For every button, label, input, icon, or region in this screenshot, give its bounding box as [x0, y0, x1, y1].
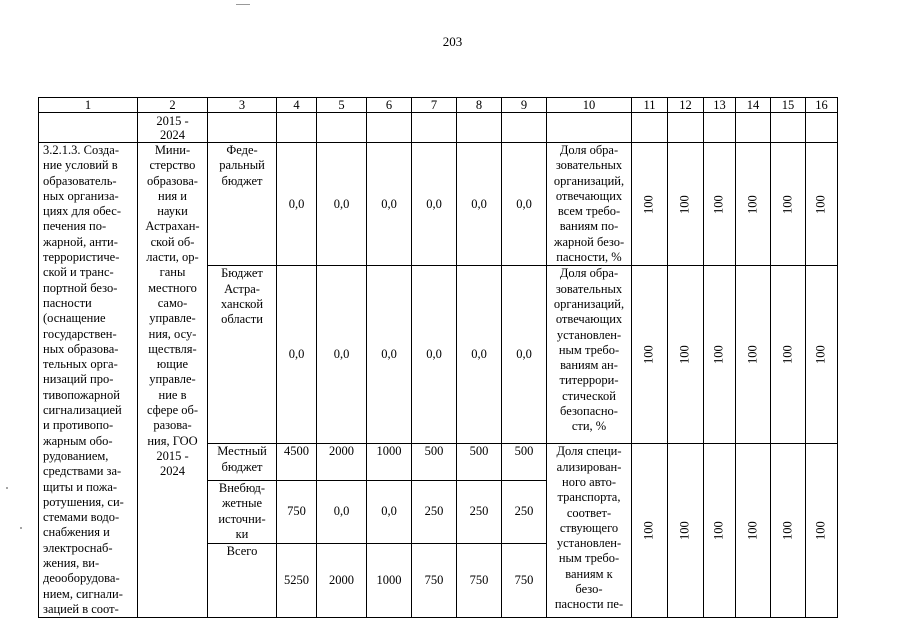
value-cell: 500 [412, 444, 457, 481]
value-cell: 750 [412, 544, 457, 618]
header-cell: 3 [208, 98, 277, 113]
value-cell: 750 [457, 544, 502, 618]
funding-source: Местный бюджет [208, 444, 277, 481]
value-cell: 0,0 [502, 266, 547, 444]
value-cell: 750 [277, 481, 317, 544]
value-cell: 0,0 [412, 143, 457, 266]
value-cell: 0,0 [367, 481, 412, 544]
target-cell: 100 [736, 444, 771, 618]
value-cell: 500 [457, 444, 502, 481]
target-cell: 100 [668, 444, 704, 618]
header-cell: 10 [547, 98, 632, 113]
value-cell: 0,0 [502, 143, 547, 266]
funding-source: Бюджет Астра- ханской области [208, 266, 277, 444]
value-cell: 1000 [367, 544, 412, 618]
value-cell: 250 [412, 481, 457, 544]
scan-mark [236, 4, 250, 5]
value-cell: 0,0 [277, 143, 317, 266]
target-cell: 100 [736, 266, 771, 444]
value-cell: 4500 [277, 444, 317, 481]
value-cell: 250 [457, 481, 502, 544]
header-cell: 13 [704, 98, 736, 113]
value-cell: 500 [502, 444, 547, 481]
value-cell: 0,0 [317, 266, 367, 444]
header-cell: 1 [39, 98, 138, 113]
header-cell: 15 [771, 98, 806, 113]
header-cell: 16 [806, 98, 838, 113]
scan-dot [6, 487, 8, 489]
header-cell: 9 [502, 98, 547, 113]
executor-cell: Мини- стерство образова- ния и науки Астрахан- ской об- ласти, ор- ганы местного само- управле- ния, осу- ществля- ющие управле- ние в сфере об- разова- ния, ГОО 2015 - 2024 [138, 143, 208, 618]
target-cell: 100 [704, 266, 736, 444]
measure-cell: 3.2.1.3. Созда- ние условий в образователь- ных организа- циях для обес- печения по- жарной, анти- террористиче- ской и транс- портной безо- пасности (оснащение государствен- ных образова- тельных орга- низаций про- тивопожарной сигнализацией и противопо- жарным обо- рудованием, средствами за- щиты и пожа- ротушения, си- стемами водо- снабжения и электроснаб- жения, ви- деооборудова- нием, сигнали- зацией в соот- [39, 143, 138, 618]
header-cell: 6 [367, 98, 412, 113]
period-row [39, 113, 838, 143]
indicator-cell: Доля специ- ализирован- ного авто- транспорта, соответ- ствующего установлен- ным требо- ваниям к безо- пасности пе- [547, 444, 632, 618]
target-cell: 100 [668, 266, 704, 444]
header-cell: 7 [412, 98, 457, 113]
indicator-cell: Доля обра- зовательных организаций, отвечающих всем требо- ваниям по- жарной безо- пасности, % [547, 143, 632, 266]
value-cell: 0,0 [277, 266, 317, 444]
header-cell: 12 [668, 98, 704, 113]
target-cell: 100 [806, 266, 838, 444]
funding-source: Всего [208, 544, 277, 618]
program-table [38, 97, 838, 618]
page-number: 203 [442, 34, 463, 49]
target-cell: 100 [704, 143, 736, 266]
funding-source: Внебюд- жетные источни- ки [208, 481, 277, 544]
scan-dot [20, 527, 22, 529]
header-cell: 4 [277, 98, 317, 113]
value-cell: 0,0 [412, 266, 457, 444]
period-cell: 2015 - 2024 [138, 113, 208, 143]
value-cell: 0,0 [457, 143, 502, 266]
value-cell: 0,0 [317, 143, 367, 266]
value-cell: 0,0 [367, 266, 412, 444]
header-cell: 11 [632, 98, 668, 113]
target-cell: 100 [668, 143, 704, 266]
value-cell: 5250 [277, 544, 317, 618]
target-cell: 100 [771, 266, 806, 444]
value-cell: 2000 [317, 544, 367, 618]
target-cell: 100 [704, 444, 736, 618]
indicator-cell: Доля обра- зовательных организаций, отвечающих установлен- ным требо- ваниям ан- титеррори- стической безопасно- сти, % [547, 266, 632, 444]
target-cell: 100 [632, 266, 668, 444]
header-cell: 14 [736, 98, 771, 113]
table-row [39, 143, 838, 266]
header-cell: 8 [457, 98, 502, 113]
value-cell: 2000 [317, 444, 367, 481]
value-cell: 1000 [367, 444, 412, 481]
target-cell: 100 [806, 444, 838, 618]
target-cell: 100 [771, 143, 806, 266]
target-cell: 100 [806, 143, 838, 266]
value-cell: 250 [502, 481, 547, 544]
funding-source: Феде- ральный бюджет [208, 143, 277, 266]
value-cell: 0,0 [317, 481, 367, 544]
value-cell: 0,0 [367, 143, 412, 266]
value-cell: 750 [502, 544, 547, 618]
target-cell: 100 [632, 444, 668, 618]
target-cell: 100 [632, 143, 668, 266]
header-row [39, 98, 838, 113]
header-cell: 2 [138, 98, 208, 113]
target-cell: 100 [771, 444, 806, 618]
header-cell: 5 [317, 98, 367, 113]
target-cell: 100 [736, 143, 771, 266]
value-cell: 0,0 [457, 266, 502, 444]
